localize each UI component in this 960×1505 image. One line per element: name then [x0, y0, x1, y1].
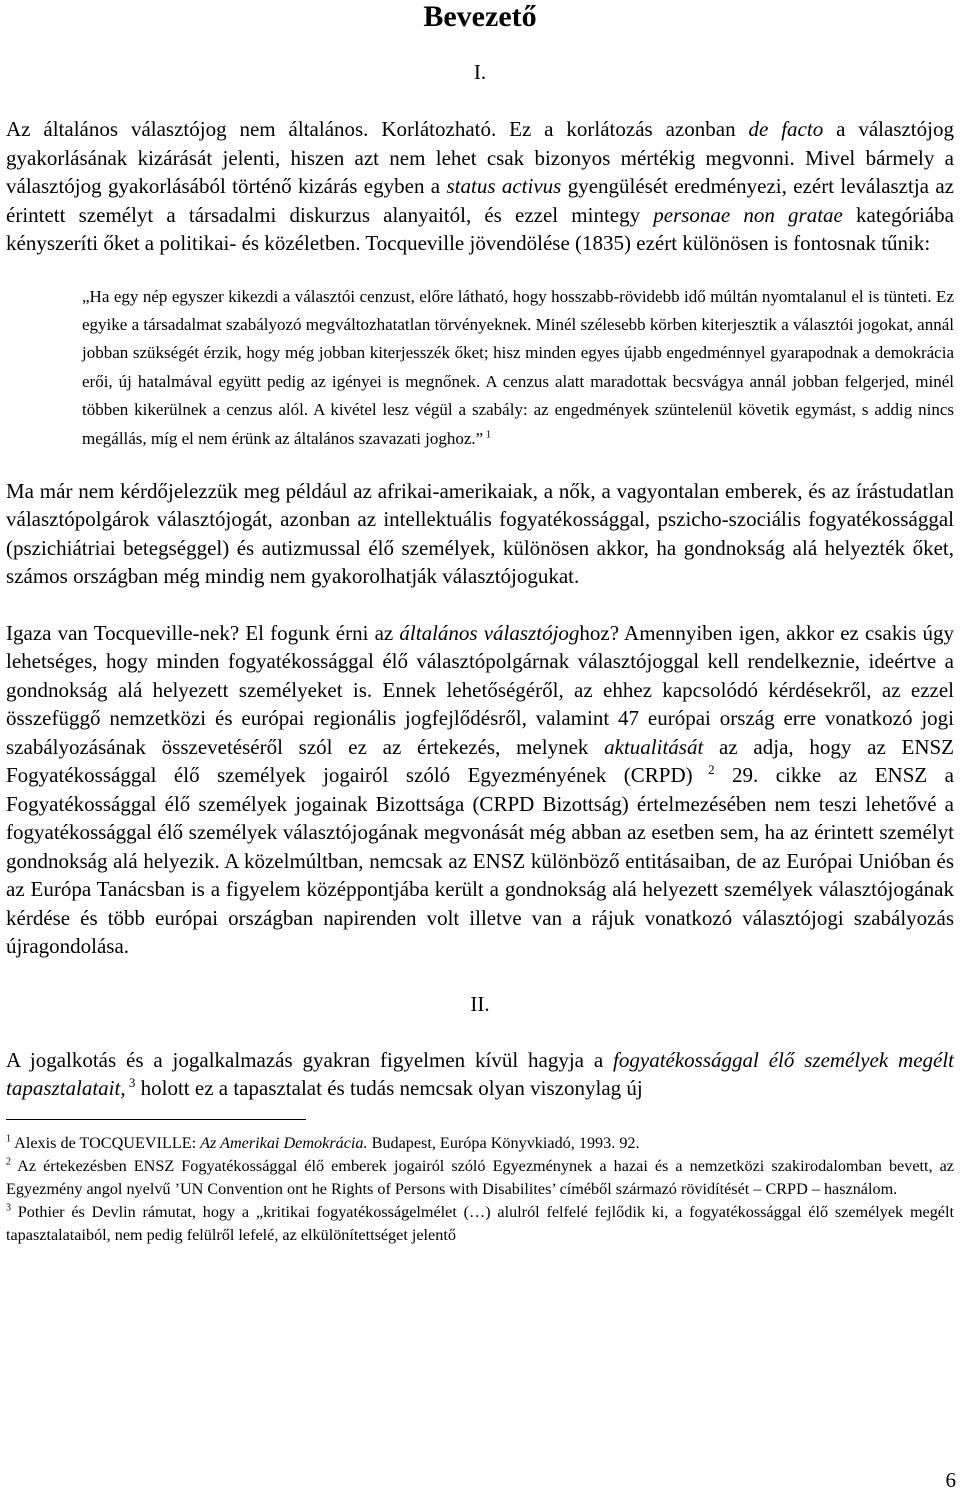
text-run: Igaza van Tocqueville-nek? El fogunk érni az — [6, 620, 400, 645]
footnote-3 — [6, 1201, 954, 1247]
footnote-1 — [6, 1132, 954, 1155]
footnote-ref: 2 — [692, 762, 715, 778]
footnote-ref: 3 — [6, 1202, 12, 1214]
section-heading-1: I. — [473, 60, 487, 84]
page-number: 6 — [945, 1468, 956, 1492]
italic-text: personae non gratae — [653, 202, 843, 227]
tocqueville-quote — [82, 283, 954, 453]
italic-text: status activus — [446, 174, 562, 198]
text-run: kategóriába kényszeríti őket a politikai- és közéletben. Tocqueville jövendölése (1835) ezért különösen is fontosnak tűnik: — [6, 202, 954, 255]
italic-text: de facto — [748, 117, 824, 141]
text-run: „Ha egy nép egyszer kikezdi a választói cenzust, előre látható, hogy hosszabb-rövidebb idő múltán nyomtalanul el is tünteti. Ez egyike a társadalmat szabályozó megváltozhatatlan törvényeknek. Minél szélesebb körben kiterjesztik a választói jogokat, annál jobban szükségét érzik, hogy még jobban kiterjesszék őket; hisz minden egyes újabb engedménnyel gyarapodnak a demokrácia erői, új hatalmával együtt pedig az igényei is megnőnek. A cenzus alatt maradottak becsvágya annál jobban felgerjed, minél többen kikerülnek a cenzus alól. A kivétel lesz végül a szabály: az engedmények szüntelenül követik egymást, s addig nincs megállás, míg el nem érünk az általános szavazati joghoz.” — [82, 286, 954, 448]
footnote-ref: 1 — [483, 428, 492, 440]
text-run: holott ez a tapasztalat és tudás nemcsak olyan viszonylag új — [135, 1076, 643, 1101]
text-run: Az általános választójog nem általános. Korlátozható. Ez a korlátozás azonban — [6, 117, 749, 141]
text-run: Ma már nem kérdőjelezzük meg például az afrikai-amerikaiak, a nők, a vagyontalan emberek, és az írástudatlan választópolgárok választójogát, azonban az intellektuális fogyatékossággal, pszicho-szociális fogyatékossággal (pszichiátriai betegséggel) és autizmussal élő személyek, különösen akkor, ha gondnokság alá helyezték őket, számos országban még mindig nem gyakorolhatják választójogukat. — [6, 478, 954, 589]
italic-text: általános választójog — [399, 620, 580, 645]
paragraph-intro — [6, 115, 954, 258]
text-run: 29. cikke az ENSZ a Fogyatékossággal élő személyek jogainak Bizottsága (CRPD Bizottság) értelmezésében nem teszi lehetővé a fogyatékossággal élő személyek választójogának megvonását még abban az esetben sem, ha az érintett személyt gondnokság alá helyezik. A közelmúltban, nemcsak az ENSZ különböző entitásaiban, de az Európai Unióban és az Európa Tanácsban is a figyelem középpontjába került a gondnokság alá helyezett személyek választójogának kérdése és több európai országban napirenden volt illetve van a rájuk vonatkozó választójogi szabályozás újragondolása. — [6, 763, 954, 959]
paragraph-voting-rights — [6, 477, 954, 591]
paragraph-lived-experience — [6, 1046, 954, 1103]
section-heading-2: II. — [470, 991, 490, 1016]
footnote-separator — [6, 1119, 306, 1120]
text-run: az adja, hogy az ENSZ Fogyatékossággal élő személyek jogairól szóló Egyezményének (CRPD) — [6, 734, 955, 788]
paragraph-crpd — [6, 619, 954, 961]
text-run: a választójog gyakorlásának kizárását jelenti, hiszen azt nem lehet csak bizonyos mértékig megvonni. Mivel bármely a választójog gyakorlásából történő kizárás egyben a — [6, 117, 954, 198]
page-title: Bevezető — [423, 0, 537, 33]
text-run: , — [120, 1076, 126, 1101]
footnote-2 — [6, 1155, 954, 1201]
text-run: gyengülését eredményezi, ezért leválasztja az érintett személyt a társadalmi diskurzus alanyaitól, és ezzel mintegy — [6, 174, 954, 227]
text-run: Alexis de TOCQUEVILLE: — [11, 1133, 201, 1152]
text-run: A jogalkotás és a jogalkalmazás gyakran figyelmen kívül hagyja a — [6, 1047, 614, 1072]
italic-text: Az Amerikai Demokrácia. — [200, 1133, 368, 1152]
document-page — [6, 0, 954, 1247]
italic-text: aktualitását — [604, 734, 704, 759]
footnote-ref: 1 — [6, 1133, 12, 1145]
text-run: hoz? Amennyiben igen, akkor ez csakis úgy lehetséges, hogy minden fogyatékossággal élő választópolgárnak választójoggal kell rendelkeznie, ideértve a gondnokság alá helyezett személyeket is. Ennek lehetőségéről, az ehhez kapcsolódó kérdésekről, az ezzel összefüggő nemzetközi és európai regionális jogfejlődésről, valamint 47 európai ország erre vonatkozó jogi szabályozásának összevetéséről szól ez az értekezés, melynek — [6, 620, 954, 759]
text-run: Az értekezésben ENSZ Fogyatékossággal élő emberek jogairól szóló Egyezménynek a hazai és a nemzetközi szakirodalomban bevett, az Egyezmény angol nyelvű ’UN Convention ont he Rights of Persons with Disabilites’ címéből származó rövidítését – CRPD – használom. — [6, 1156, 954, 1198]
italic-text: fogyatékossággal élő személyek megélt tapasztalatait — [6, 1047, 955, 1101]
footnotes — [6, 1132, 954, 1247]
footnote-ref: 3 — [125, 1075, 136, 1091]
text-run: Pothier és Devlin rámutat, hogy a „kritikai fogyatékosságelmélet (…) alulról felfelé fejlődik ki, a fogyatékossággal élő személyek megélt tapasztalataiból, nem pedig felülről lefelé, az elkülönítettséget jelentő — [6, 1202, 954, 1244]
text-run: Budapest, Európa Könyvkiadó, 1993. 92. — [367, 1133, 640, 1152]
footnote-ref: 2 — [6, 1156, 12, 1168]
